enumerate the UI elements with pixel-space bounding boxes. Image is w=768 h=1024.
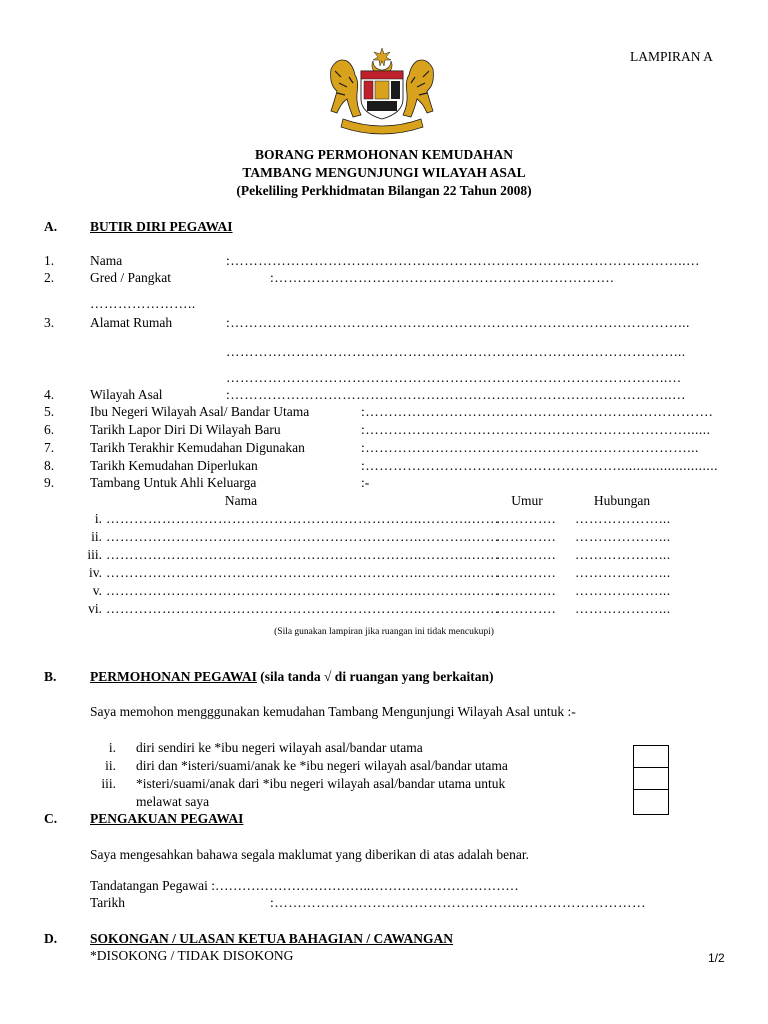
family-row-hubungan-field[interactable]: ………………... (575, 583, 671, 598)
family-row-umur-field[interactable]: …………. (496, 529, 556, 544)
declaration-statement: Saya mengesahkan bahawa segala maklumat yang diberikan di atas adalah benar. (90, 847, 529, 862)
option-number: i. (108, 740, 116, 755)
family-row-umur-field[interactable]: …………. (496, 565, 556, 580)
family-row-umur-field[interactable]: …………. (496, 547, 556, 562)
item-number: 6. (44, 422, 55, 437)
section-b-instruction: (sila tanda √ di ruangan yang berkaitan) (256, 669, 494, 684)
item-number: 7. (44, 440, 55, 455)
nama-field[interactable]: :……………………………………………………………………………………..… (226, 253, 701, 268)
family-row-number: ii. (91, 529, 102, 544)
item-number: 1. (44, 253, 55, 268)
gred-field[interactable]: :………………………………………………………………. (270, 270, 615, 285)
item-number: 3. (44, 315, 55, 330)
tambang-label: Tambang Untuk Ahli Keluarga (90, 475, 257, 490)
family-row-nama-field[interactable]: …………………………………………………………..………..…… (106, 529, 500, 544)
section-c-letter: C. (44, 811, 58, 826)
family-row-nama-field[interactable]: …………………………………………………………..………..…… (106, 547, 500, 562)
disokong-options[interactable]: *DISOKONG / TIDAK DISOKONG (90, 948, 294, 963)
family-row-hubungan-field[interactable]: ………………... (575, 529, 671, 544)
section-a-letter: A. (44, 219, 58, 234)
option-number: iii. (101, 776, 116, 791)
tambang-colon: :- (361, 475, 370, 490)
tarikh-diperlukan-label: Tarikh Kemudahan Diperlukan (90, 458, 258, 473)
gred-field-continued[interactable]: ………………….. (90, 296, 196, 311)
item-number: 2. (44, 270, 55, 285)
form-title-line1: BORANG PERMOHONAN KEMUDAHAN (255, 147, 513, 162)
option-family-visit-label-line2: melawat saya (136, 794, 210, 809)
family-row-umur-field[interactable]: …………. (496, 511, 556, 526)
family-row-number: vi. (88, 601, 102, 616)
family-row-hubungan-field[interactable]: ………………... (575, 511, 671, 526)
family-row-number: v. (92, 583, 102, 598)
option-self-family-checkbox[interactable] (633, 767, 669, 790)
family-row-umur-field[interactable]: …………. (496, 601, 556, 616)
section-b-heading: PERMOHONAN PEGAWAI (90, 669, 257, 684)
alamat-field-line1[interactable]: :……………………………………………………………………………………... (226, 315, 690, 330)
option-self-label: diri sendiri ke *ibu negeri wilayah asal/bandar utama (136, 740, 423, 755)
page-number: 1/2 (708, 951, 725, 965)
family-row-nama-field[interactable]: …………………………………………………………..………..…… (106, 583, 500, 598)
tarikh-terakhir-label: Tarikh Terakhir Kemudahan Digunakan (90, 440, 305, 455)
section-b-intro: Saya memohon mengggunakan kemudahan Tambang Mengunjungi Wilayah Asal untuk :- (90, 704, 576, 719)
wilayah-asal-field[interactable]: :…………………………………………………………………………………..… (226, 387, 687, 402)
gred-label: Gred / Pangkat (90, 270, 171, 285)
tarikh-lapor-label: Tarikh Lapor Diri Di Wilayah Baru (90, 422, 281, 437)
section-d-heading: SOKONGAN / ULASAN KETUA BAHAGIAN / CAWANGAN (90, 931, 454, 946)
alamat-field-line2[interactable]: ……………………………………………………………………………………... (226, 344, 686, 359)
family-row-number: iv. (89, 565, 102, 580)
section-a-heading: BUTIR DIRI PEGAWAI (90, 219, 233, 234)
tarikh-lapor-field[interactable]: :……………………………………………………………...... (361, 422, 711, 437)
section-d-letter: D. (44, 931, 58, 946)
option-family-visit-label: *isteri/suami/anak dari *ibu negeri wilayah asal/bandar utama untuk (136, 776, 506, 791)
option-number: ii. (105, 758, 116, 773)
malaysia-coat-of-arms-logo (323, 47, 441, 137)
family-row-number: i. (94, 511, 102, 526)
option-self-family-label: diri dan *isteri/suami/anak ke *ibu negeri wilayah asal/bandar utama (136, 758, 508, 773)
family-row-hubungan-field[interactable]: ………………... (575, 547, 671, 562)
section-c-heading: PENGAKUAN PEGAWAI (90, 811, 244, 826)
item-number: 9. (44, 475, 55, 490)
alamat-label: Alamat Rumah (90, 315, 173, 330)
family-row-nama-field[interactable]: …………………………………………………………..………..…… (106, 601, 500, 616)
family-row-nama-field[interactable]: …………………………………………………………..………..…… (106, 565, 500, 580)
nama-label: Nama (90, 253, 123, 268)
section-b-heading-wrap (90, 670, 493, 684)
tarikh-terakhir-field[interactable]: :……………………………………………………………... (361, 440, 699, 455)
alamat-field-line3[interactable]: …………………………………………………………………………………..… (226, 370, 682, 385)
family-row-hubungan-field[interactable]: ………………... (575, 565, 671, 580)
option-self-checkbox[interactable] (633, 745, 669, 768)
option-family-visit-checkbox[interactable] (633, 789, 669, 815)
lampiran-label: LAMPIRAN A (630, 49, 713, 64)
form-title-line2: TAMBANG MENGUNJUNGI WILAYAH ASAL (242, 165, 526, 180)
family-row-umur-field[interactable]: …………. (496, 583, 556, 598)
family-header-hubungan: Hubungan (593, 493, 651, 508)
signature-field[interactable]: Tandatangan Pegawai :……………………………..…………………………… (90, 878, 519, 893)
family-row-nama-field[interactable]: …………………………………………………………..………..…… (106, 511, 500, 526)
item-number: 4. (44, 387, 55, 402)
family-header-nama: Nama (224, 493, 258, 508)
tarikh-label: Tarikh (90, 895, 126, 910)
family-note: (Sila gunakan lampiran jika ruangan ini tidak mencukupi) (274, 627, 494, 637)
section-b-letter: B. (44, 669, 57, 684)
ibu-negeri-field[interactable]: :…………………………………………………..……………. (361, 404, 713, 419)
family-row-number: iii. (87, 547, 102, 562)
family-header-umur: Umur (511, 493, 543, 508)
wilayah-asal-label: Wilayah Asal (90, 387, 163, 402)
item-number: 8. (44, 458, 55, 473)
tarikh-field[interactable]: :……………………………………………..……………………… (270, 895, 647, 910)
ibu-negeri-label: Ibu Negeri Wilayah Asal/ Bandar Utama (90, 404, 310, 419)
form-title-line3: (Pekeliling Perkhidmatan Bilangan 22 Tahun 2008) (236, 183, 532, 198)
tarikh-diperlukan-field[interactable]: :……………………………………………….......................... (361, 458, 719, 473)
family-row-hubungan-field[interactable]: ………………... (575, 601, 671, 616)
item-number: 5. (44, 404, 55, 419)
